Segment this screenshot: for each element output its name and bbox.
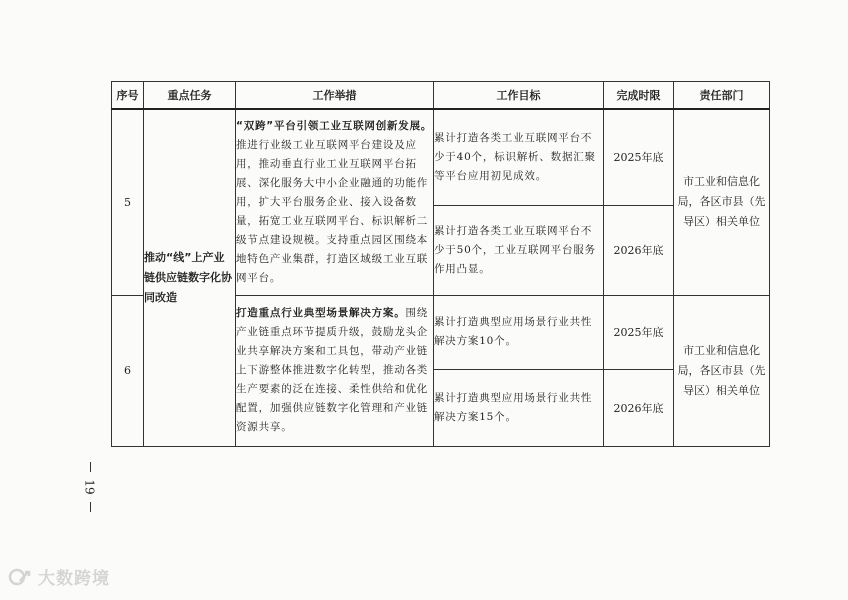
- table-header-row: [112, 82, 770, 110]
- measure-cell: [236, 295, 434, 446]
- header-task: 重点任务: [144, 82, 236, 110]
- deadline-cell: 2025年底: [604, 295, 674, 369]
- watermark-text: 大数跨境: [38, 569, 110, 589]
- measure-body: 推进行业级工业互联网平台建设及应用，推动垂直行业工业互联网平台拓展、深化服务大中小企业融通的功能作用，扩大平台服务企业、接入设备数量，拓宽工业互联网平台、标识解析二级节点建设规模。支持重点园区围绕本地特色产业集群，打造区域级工业互联网平台。: [236, 138, 429, 284]
- watermark-logo-icon: [8, 566, 34, 588]
- page-number-text: 19: [83, 479, 97, 495]
- deadline-cell: 2026年底: [604, 205, 674, 295]
- deadline-cell: 2026年底: [604, 369, 674, 446]
- header-dept: 责任部门: [674, 82, 770, 110]
- goal-cell: 累计打造各类工业互联网平台不少于40个，标识解析、数据汇聚等平台应用初见成效。: [434, 109, 604, 205]
- task-cell: 推动“线”上产业链供应链数字化协同改造: [144, 109, 236, 446]
- measure-cell: [236, 109, 434, 295]
- header-goals: 工作目标: [434, 82, 604, 110]
- watermark: [8, 564, 110, 589]
- goal-cell: 累计打造各类工业互联网平台不少于50个，工业互联网平台服务作用凸显。: [434, 205, 604, 295]
- deadline-cell: 2025年底: [604, 109, 674, 205]
- header-measures: 工作举措: [236, 82, 434, 110]
- measure-title: 打造重点行业典型场景解决方案。: [236, 307, 406, 319]
- header-seq: 序号: [112, 82, 144, 110]
- row-seq: 5: [112, 109, 144, 295]
- page-number-dash-bottom: [90, 502, 91, 512]
- header-deadline: 完成时限: [604, 82, 674, 110]
- task-table: [111, 81, 770, 447]
- dept-cell: 市工业和信息化局，各区市县（先导区）相关单位: [674, 295, 770, 446]
- row-seq: 6: [112, 295, 144, 446]
- page-number: [80, 462, 100, 522]
- measure-body: 围绕产业链重点环节提质升级，鼓励龙头企业共享解决方案和工具包，带动产业链上下游整体推进数字化转型，推动各类生产要素的泛在连接、柔性供给和优化配置，加强供应链数字化管理和产业链资源共享。: [236, 307, 429, 433]
- page-number-dash-top: [90, 462, 91, 472]
- table-row: [112, 109, 770, 205]
- measure-title: “双跨”平台引领工业互联网创新发展。: [236, 119, 433, 132]
- goal-cell: 累计打造典型应用场景行业共性解决方案10个。: [434, 295, 604, 369]
- goal-cell: 累计打造典型应用场景行业共性解决方案15个。: [434, 369, 604, 446]
- dept-cell: 市工业和信息化局，各区市县（先导区）相关单位: [674, 109, 770, 295]
